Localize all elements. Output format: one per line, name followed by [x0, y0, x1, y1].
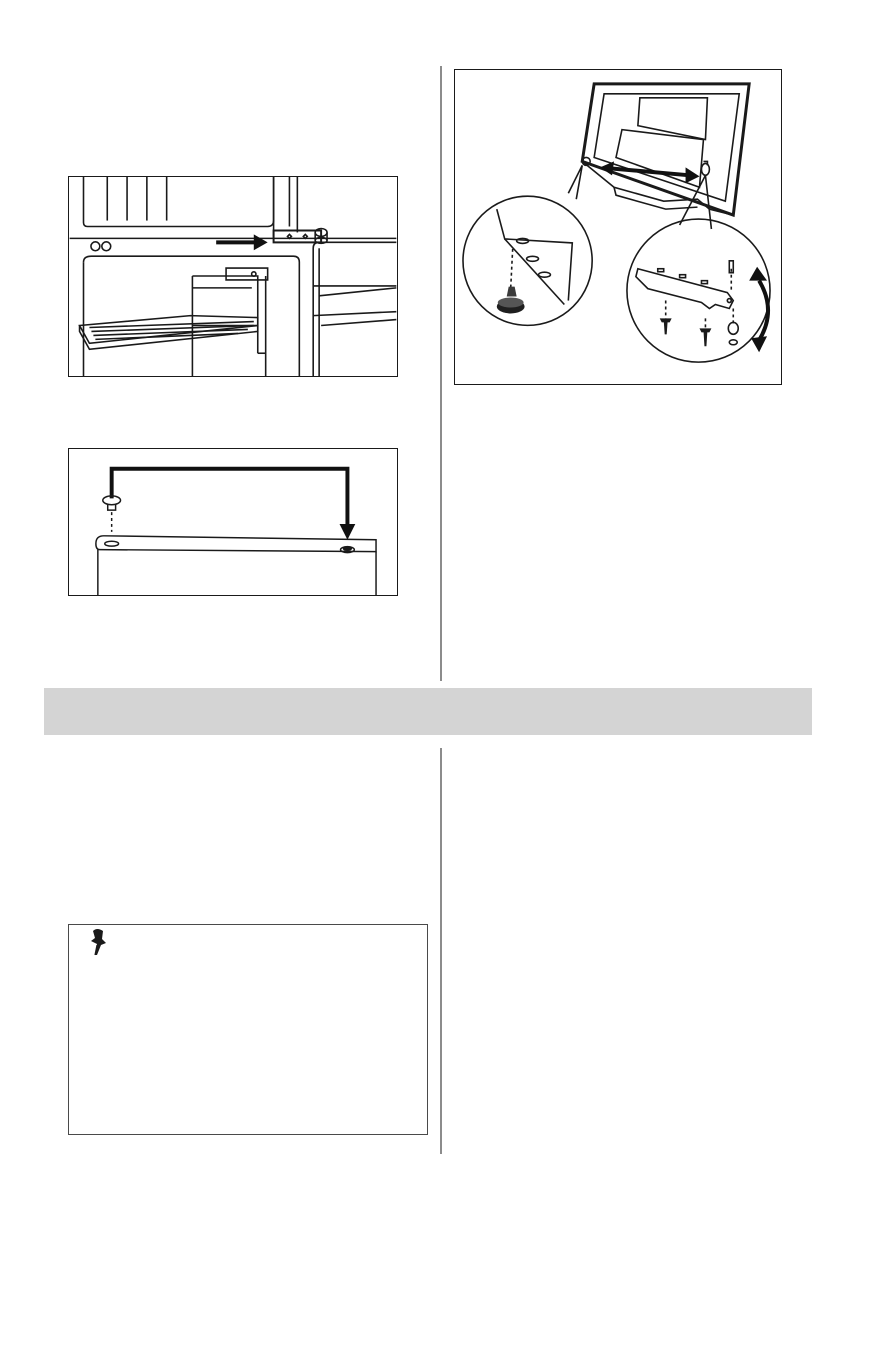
note-box [68, 924, 428, 1135]
column-divider-bottom [440, 748, 442, 1154]
arrow-right-icon [216, 234, 267, 250]
door-hinge-reassembly-illustration [455, 70, 781, 384]
column-divider-top [440, 66, 442, 681]
hinge-cap-swap-illustration [69, 449, 397, 595]
door-hinge-reassembly-figure [454, 69, 782, 385]
hinge-shift-illustration [69, 177, 397, 376]
section-header-band [44, 688, 812, 735]
hinge-shift-figure [68, 176, 398, 377]
pushpin-icon [87, 925, 109, 957]
loop-arrow-icon [112, 469, 356, 540]
hinge-cap-swap-figure [68, 448, 398, 596]
